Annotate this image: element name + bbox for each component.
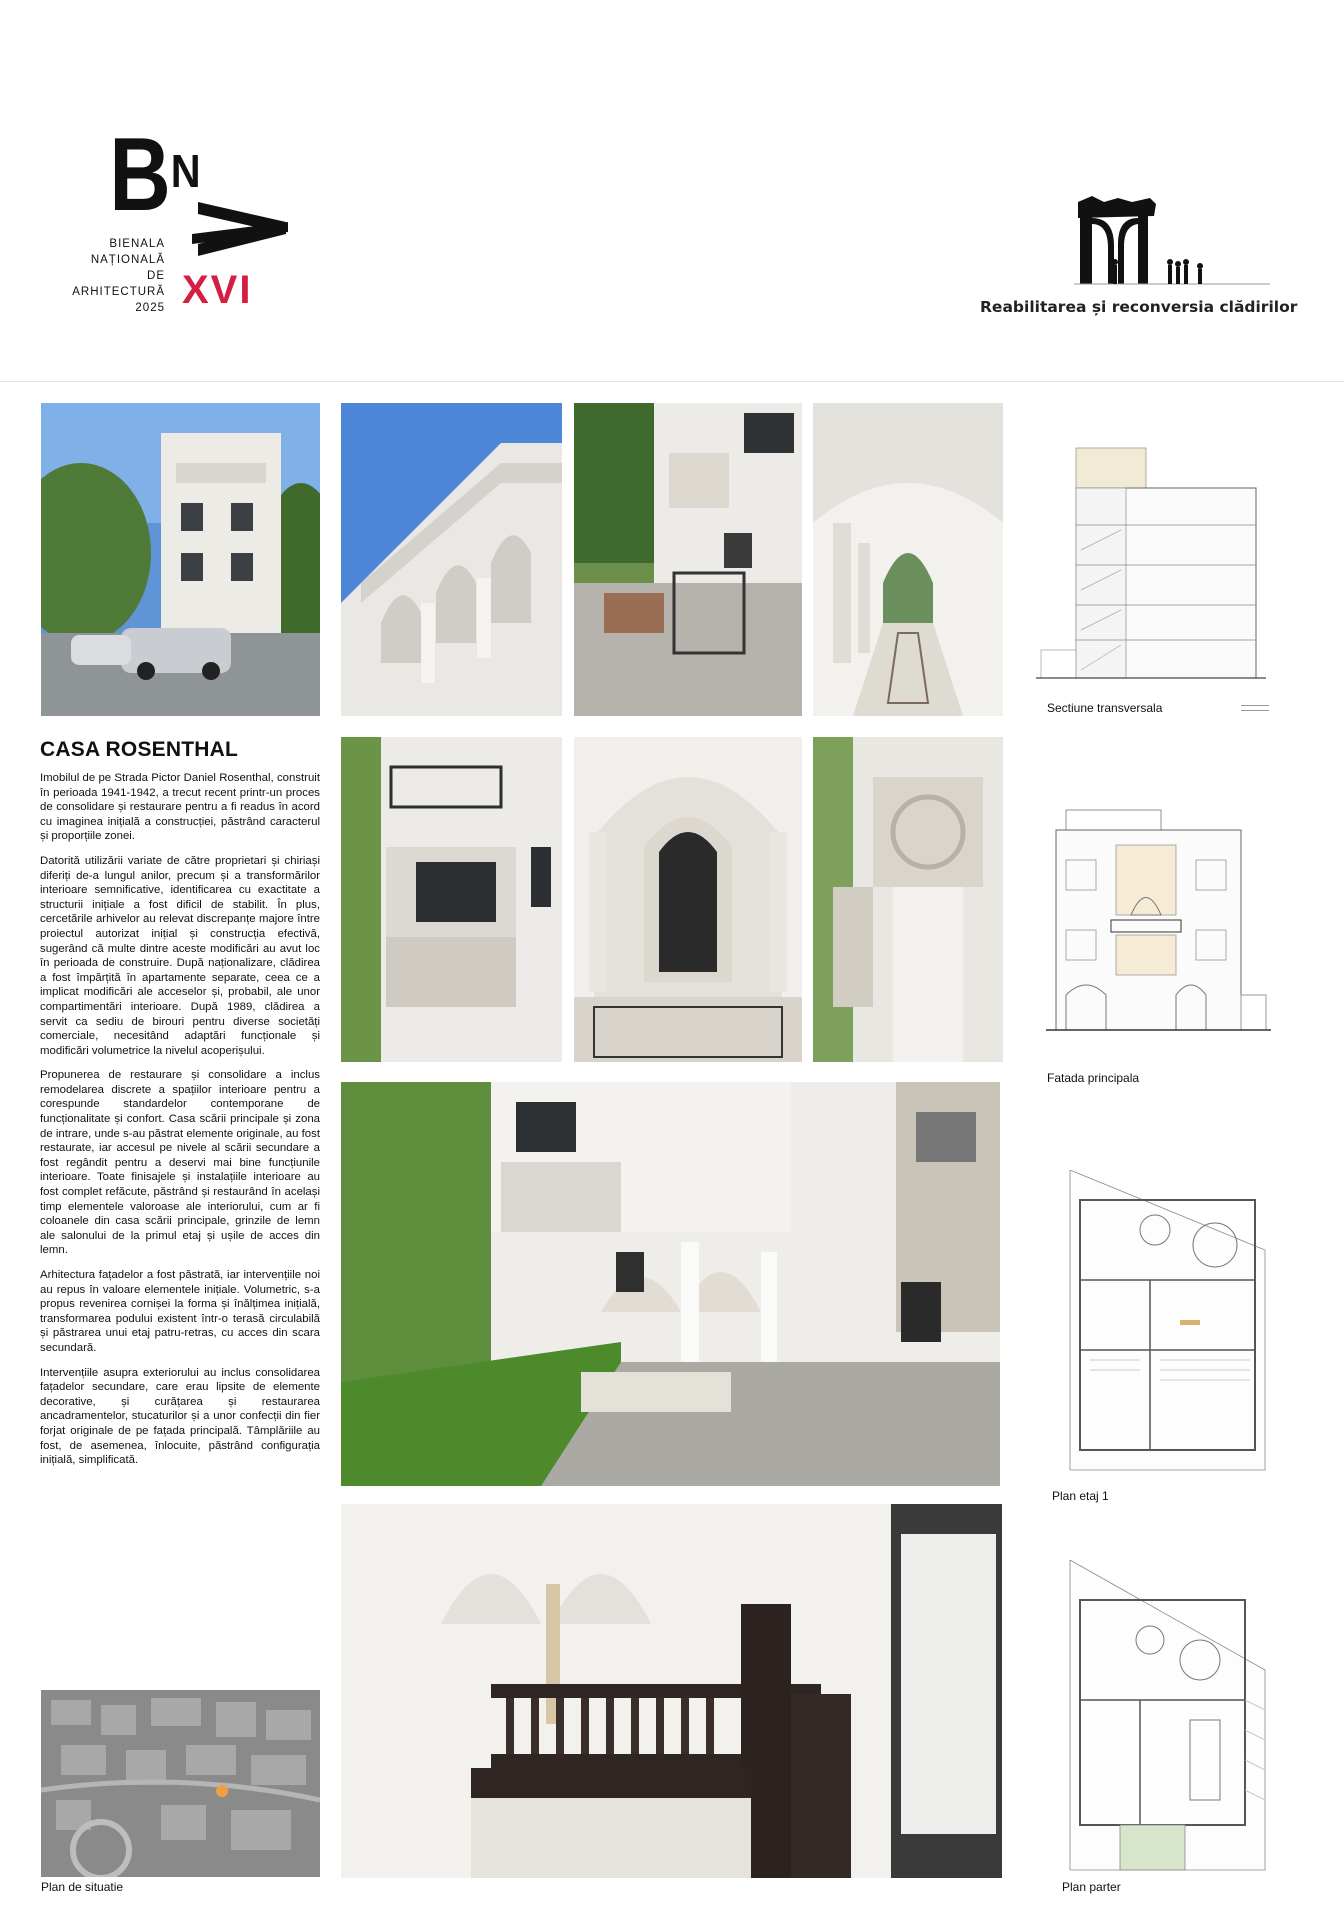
logo-word-5: 2025 bbox=[135, 302, 165, 314]
photo-street-view bbox=[41, 403, 320, 716]
logo-word-1: BIENALA bbox=[109, 238, 165, 250]
caption-ground-floor: Plan parter bbox=[1062, 1880, 1121, 1894]
category-label: Reabilitarea și reconversia clădirilor bbox=[980, 298, 1298, 316]
photo-arcade-corridor bbox=[813, 403, 1003, 716]
caption-section: Sectiune transversala bbox=[1047, 701, 1163, 715]
photo-carved-capital bbox=[813, 737, 1003, 1062]
drawing-main-facade bbox=[1046, 770, 1271, 1036]
photo-front-facade-garden bbox=[341, 1082, 1000, 1486]
photo-staircase-balustrade bbox=[341, 1504, 1002, 1878]
description-paragraph-4: Arhitectura fațadelor a fost păstrată, iar intervențiile noi au repus în valoare elementele inițiale. Volumetric, s-a propus revenirea cornișei la forma și înălțimea inițială, transformarea podului existent într-o terasă circulabilă și păstrarea unui etaj patru-retras, cu acces din scara secundară. bbox=[40, 1269, 320, 1354]
description-paragraph-1: Imobilul de pe Strada Pictor Daniel Rosenthal, construit în perioada 1941-1942, a trecut recent printr-un proces de consolidare și restaurare pentru a fi readus în acord cu imaginea inițială a construcției, păstrând caracterul și proporțiile zonei. bbox=[40, 772, 320, 843]
header-divider bbox=[0, 381, 1344, 382]
logo-word-3: DE bbox=[147, 270, 165, 282]
logo-word-2: NAȚIONALĂ bbox=[90, 254, 165, 266]
edition-number: XVI bbox=[182, 268, 253, 312]
project-title: CASA ROSENTHAL bbox=[40, 738, 239, 761]
arcade-people-icon bbox=[1074, 196, 1270, 286]
logo-wordmark bbox=[70, 236, 165, 316]
drawing-floor-1-plan bbox=[1060, 1170, 1270, 1480]
photo-balcony-bay bbox=[341, 737, 562, 1062]
project-description bbox=[40, 771, 320, 1478]
photo-entrance-gate bbox=[574, 403, 802, 716]
logo-letter-b: B bbox=[109, 117, 171, 233]
logo-word-4: ARHITECTURĂ bbox=[72, 286, 165, 298]
caption-site-plan: Plan de situatie bbox=[41, 1880, 124, 1894]
site-plan-aerial bbox=[41, 1690, 320, 1877]
description-paragraph-5: Intervențiile asupra exteriorului au inclus consolidarea fațadelor secundare, care erau lipsite de elemente decorative, și curățarea și restaurarea ancadramentelor, stucaturilor și a unor confecții din fier forjat originale de pe fațada principală. Tâmplăriile au fost, de asemenea, înlocuite, păstrând configurația inițială, simplificată. bbox=[40, 1366, 320, 1467]
photo-loggia-arches bbox=[341, 403, 562, 716]
site-location-marker bbox=[216, 1785, 228, 1797]
caption-facade: Fatada principala bbox=[1047, 1071, 1140, 1085]
photo-arched-doorway bbox=[574, 737, 802, 1062]
drawing-cross-section bbox=[1036, 440, 1266, 690]
scale-bar-section bbox=[1241, 705, 1269, 711]
logo-letter-n: N bbox=[170, 146, 201, 198]
drawing-ground-floor-plan bbox=[1060, 1560, 1270, 1878]
description-paragraph-2: Datorită utilizării variate de către proprietari și chiriași diferiți de-a lungul anilor, precum și a transformărilor interioare semnificative, identificarea cu exactitate a structurii inițiale a fost dificil de stabilit. În plus, cercetările arhivelor au relevat discrepanțe majore între proiectul autorizat inițial și construcția efectivă, sugerând că multe dintre aceste modificări au avut loc în perioada de construire. După naționalizare, clădirea a fost împărțită în apartamente separate, ceea ce a implicat modificări ale acceselor și, probabil, ale unor compartimentări interioare. După 1989, clădirea a servit ca sediu de birouri pentru diverse societăți comerciale, necesitând adaptări funcționale și modificări volumetrice la nivelul acoperișului. bbox=[40, 854, 320, 1057]
caption-floor-1: Plan etaj 1 bbox=[1052, 1489, 1109, 1503]
description-paragraph-3: Propunerea de restaurare și consolidare a inclus remodelarea discrete a spațiilor interioare pentru a corespunde standardelor contemporane de funcționalitate și confort. Casa scării principale și zona de intrare, unde s-au păstrat elemente originale, au fost restaurate, iar accesul pe nivele al scării secundare a fost regândit pentru a deservi mai bine funcțiunile interioare. Toate finisajele și instalațiile interioare au fost complet refăcute, păstrând și restaurând în același timp elementele valoroase ale interiorului, cum ar fi coloanele din casa scării principale, grinzile de lemn ale salonului de la primul etaj și ușile de acces din lemn. bbox=[40, 1069, 320, 1257]
